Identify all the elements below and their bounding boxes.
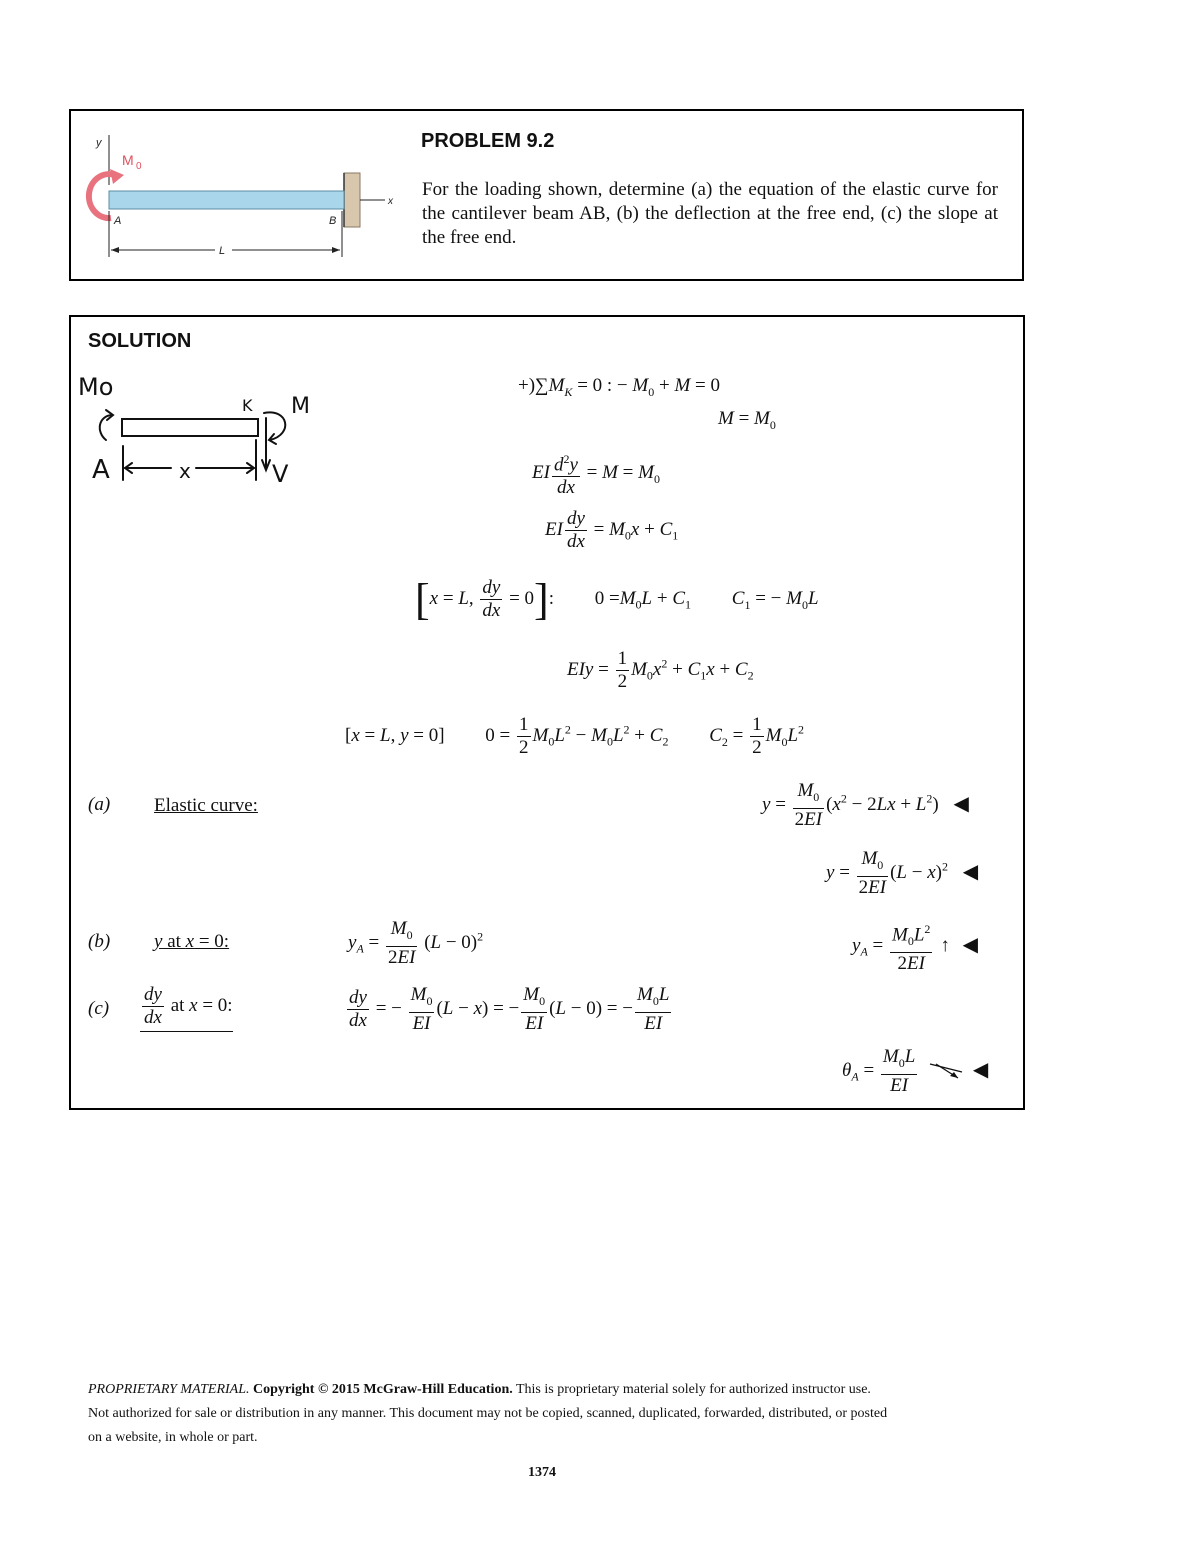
part-b-label: (b) [88,931,111,952]
part-c-label: (c) [88,998,110,1019]
fbd-x-label: x [179,459,191,483]
part-c-work: $\frac{dy}{dx}$ = − $\frac{M_0}{EI}$ (L − x) = − $\frac{M_0}{EI}$ (L − 0) = − $\frac{M_0L}{EI}$ [349,984,670,1034]
moment-sub-label: 0 [136,161,142,172]
footer-line-1 [88,1378,871,1402]
footer-proprietary: PROPRIETARY MATERIAL. [88,1382,250,1397]
problem-figure [80,125,410,265]
answer-marker-icon: ◀ [953,792,969,815]
solution-heading: SOLUTION [88,330,192,352]
part-b-work: $y_A$ = $\frac{M_0}{2EI}$ $(L - 0)^2$ [348,918,484,968]
footer-copyright: Copyright © 2015 McGraw-Hill Education. [253,1382,513,1397]
fbd-m0-label: Mo [78,373,114,401]
fbd-m-label: M [291,394,310,419]
part-a-answer-1: y = $\frac{M_0}{2EI}$ $(x^2 - 2Lx + L^2)$ ◀ [762,780,969,830]
point-a-label: A [114,215,122,227]
part-c-text: $\frac{dy}{dx}$ at x = 0: [140,984,233,1032]
eq-second-derivative: EI $\frac{d^2y}{dx}$ = $M = M_0$ [532,448,660,499]
rotation-direction-icon [928,1060,964,1082]
eq-first-derivative: EI $\frac{dy}{dx}$ = $M_0x + C_1$ [545,508,679,552]
footer-notice: This is proprietary material solely for authorized instructor use. [515,1382,871,1397]
fbd-v-label: V [272,460,289,488]
fbd-a-label: A [92,455,110,485]
footer-line-3: on a website, in whole or part. [88,1430,258,1445]
page-number: 1374 [528,1465,556,1480]
answer-marker-icon: ◀ [962,860,979,883]
part-a-answer-2: y = $\frac{M_0}{2EI}$ $(L - x)^2$ ◀ [826,848,979,898]
part-b-text: y at x = 0: [154,931,230,952]
part-a-label: (a) [88,794,111,815]
part-a-text: Elastic curve: [154,795,258,816]
problem-text: For the loading shown, determine (a) the equation of the elastic curve for the cantilever beam AB, (b) the deflection at the free end, (c) the slope at the free end. [422,179,998,248]
part-c-answer: $\theta_A$ = $\frac{M_0L}{EI}$ ◀ [842,1046,989,1096]
part-b-answer: $y_A$ = $\frac{M_0L^2}{2EI}$ ↑ ◀ [852,918,978,975]
eq-EIy: EIy = $\frac{1}{2}$ $M_0x^2 + C_1x + C_2$ [567,648,754,692]
y-axis-label: y [96,137,102,149]
point-b-label: B [329,215,337,227]
eq-boundary-2: [x = L, y = 0] 0 = $\frac{1}{2}$ $M_0L^2 - M_0L^2 + C_2$ $C_2$ = $\frac{1}{2}$ $M_0L^2$ [345,714,805,758]
fbd-k-label: K [242,396,253,415]
eq-M: $M = M_0$ [718,408,776,432]
moment-label: M [122,152,134,168]
length-label: L [219,245,226,257]
footer-line-2: Not authorized for sale or distribution in any manner. This document may not be copied, scanned, duplicated, forwarded, distributed, or posted [88,1406,888,1421]
answer-marker-icon: ◀ [972,1058,989,1081]
eq-moment-sum: $+)\sum M_K = 0$ : − $M_0 + M = 0$ [518,375,720,399]
answer-marker-icon: ◀ [962,933,979,956]
free-body-diagram [76,368,326,488]
x-axis-label: x [388,196,393,207]
eq-boundary-1: [x = L, $\frac{dy}{dx}$ = 0]: $0 =M_0L + C_1$ $C_1$ = − $M_0L$ [415,575,819,624]
problem-heading: PROBLEM 9.2 [421,130,555,152]
